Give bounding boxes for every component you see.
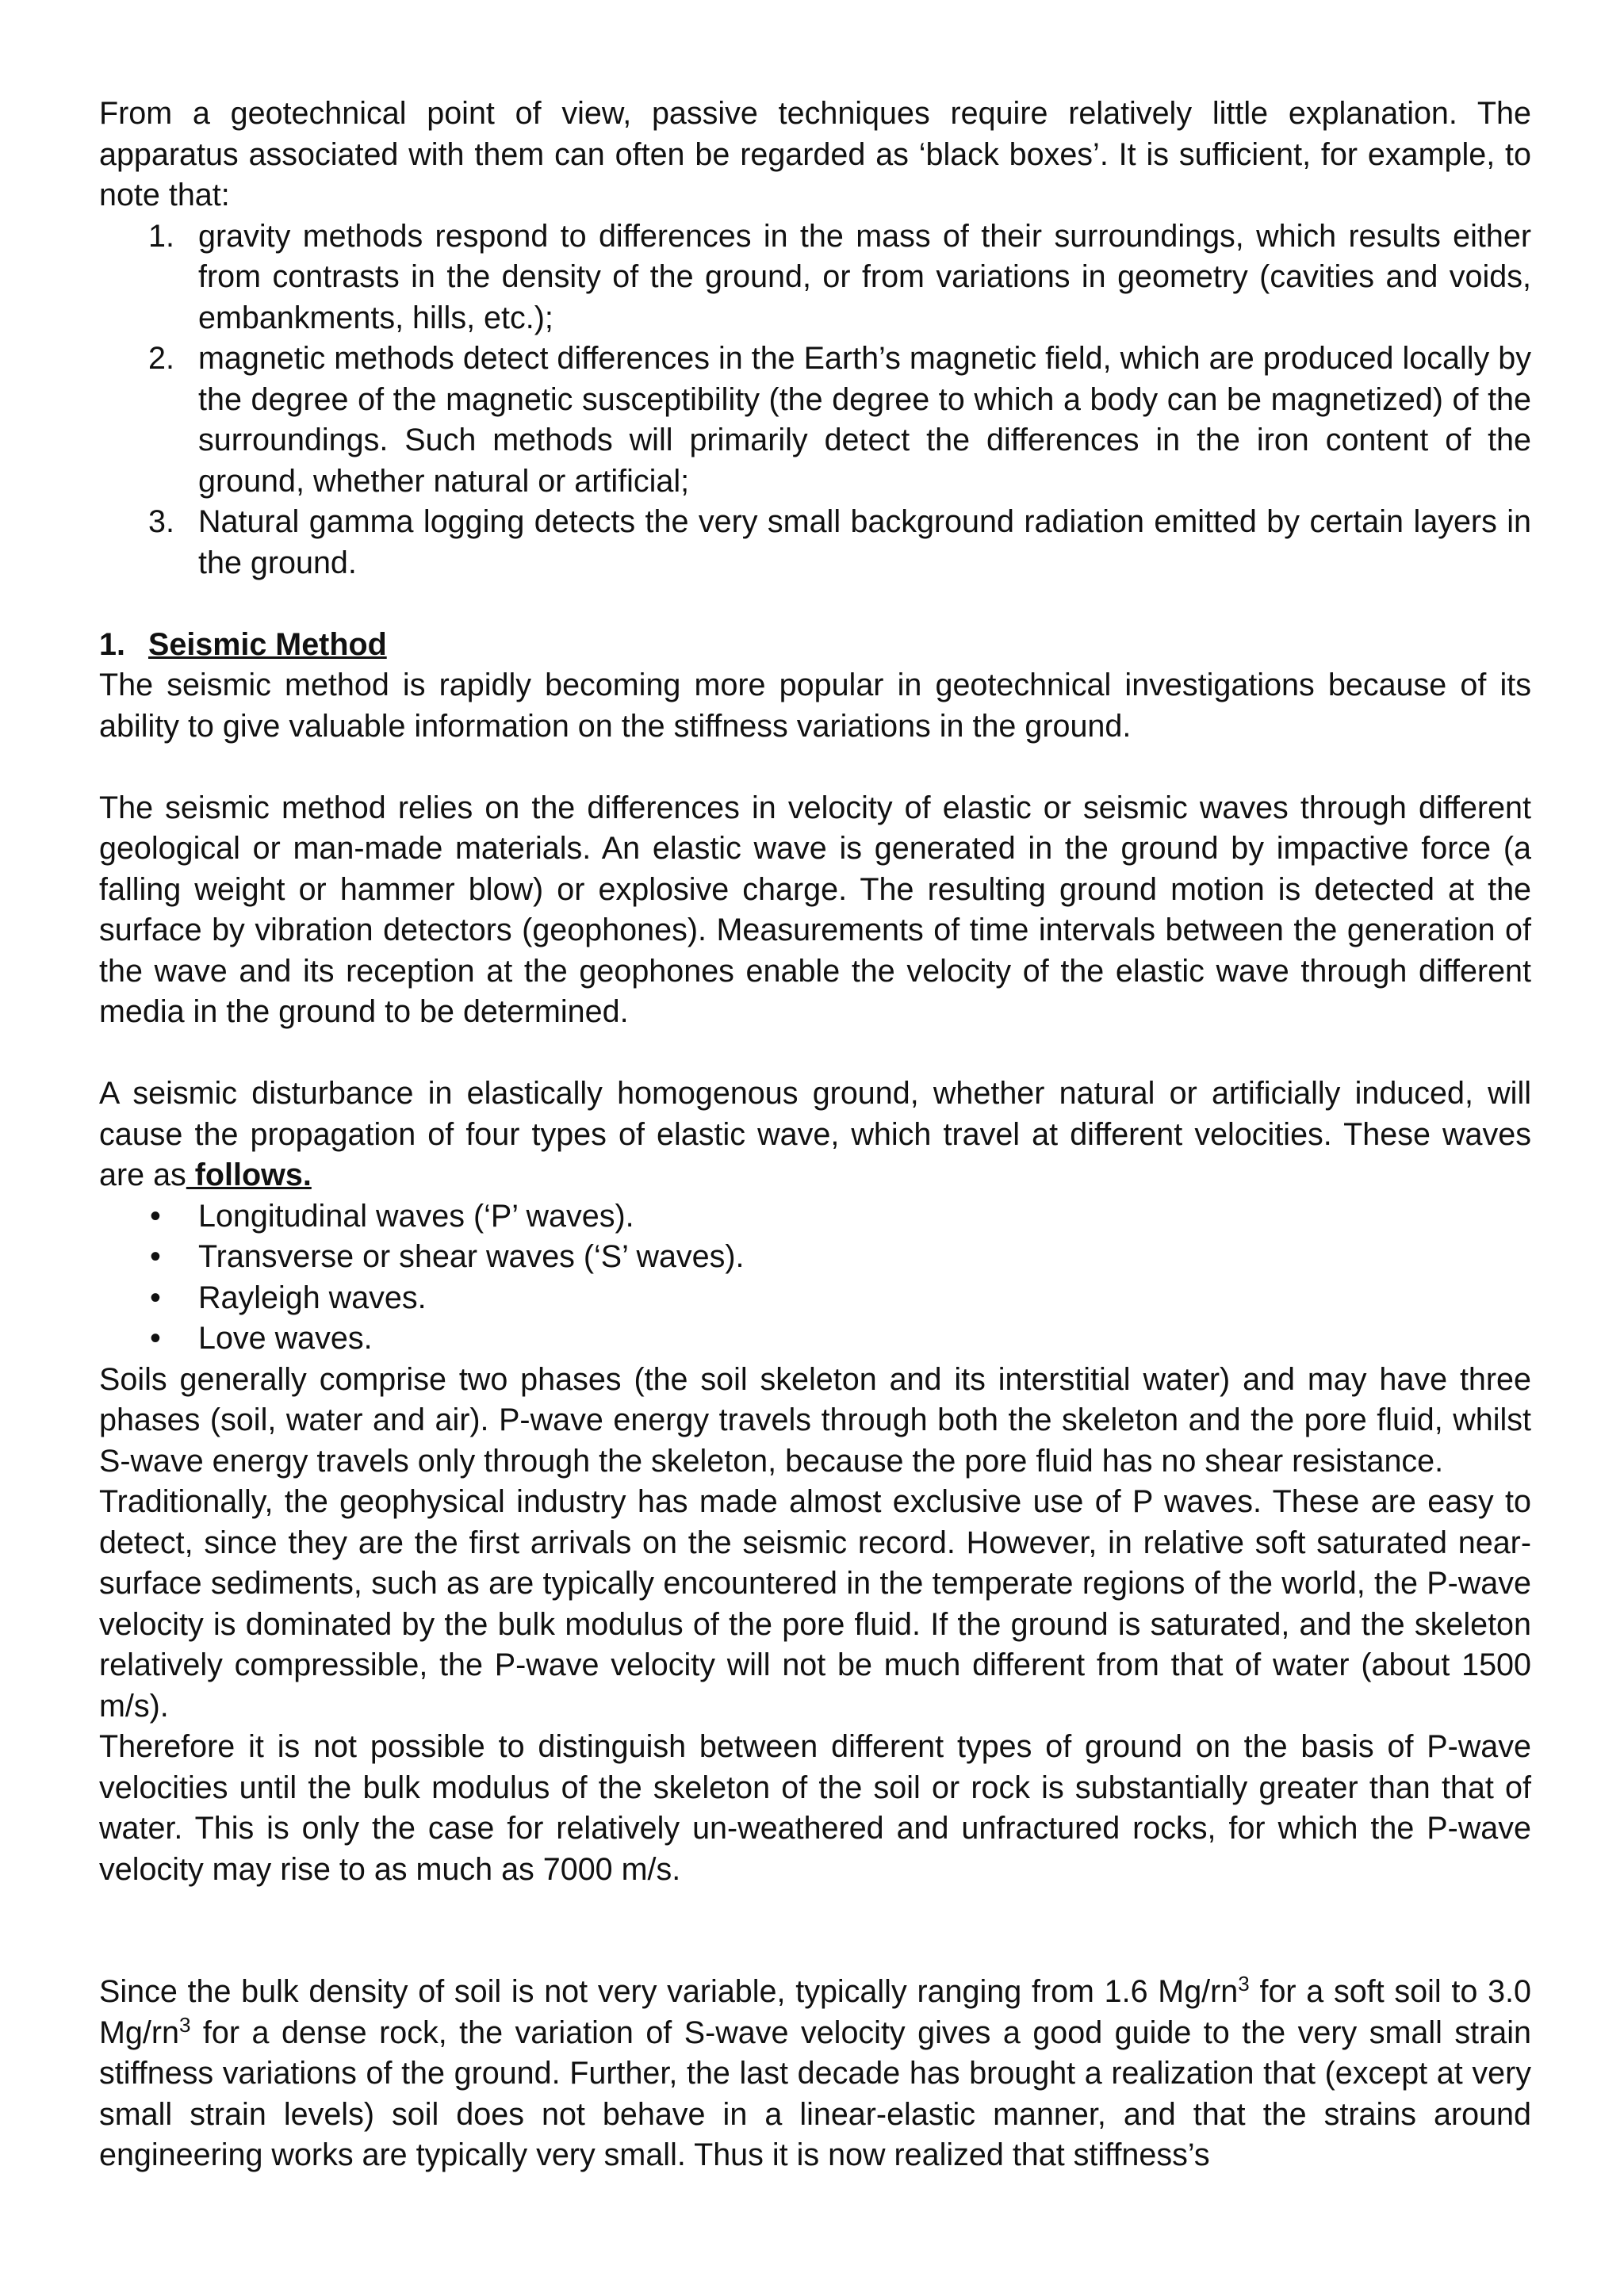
section-title: Seismic Method xyxy=(148,626,387,662)
list-item xyxy=(99,1318,1531,1360)
list-text: Longitudinal waves (‘P’ waves). xyxy=(198,1198,634,1234)
passive-methods-list xyxy=(99,216,1531,584)
list-item xyxy=(99,1278,1531,1319)
emphasis-text: follows. xyxy=(186,1158,312,1192)
list-text: Transverse or shear waves (‘S’ waves). xyxy=(198,1239,745,1274)
paragraph-text: Since the bulk density of soil is not very variable, typically ranging from 1.6 Mg/rn xyxy=(99,1974,1239,2009)
paragraph-text: for a dense rock, the variation of S-wave velocity gives a good guide to the very small strain stiffness variations of the ground. Further, the last decade has brought a realization that (except at very small strain levels) soil does not behave in a linear-elastic manner, and that the strains around engineering works are typically very small. Thus it is now realized that stiffness’s xyxy=(99,2015,1531,2172)
paragraph: Therefore it is not possible to distinguish between different types of ground on the basis of P-wave velocities until the bulk modulus of the skeleton of the soil or rock is substantially greater than that of water. This is only the case for relatively un-weathered and unfractured rocks, for which the P-wave velocity may rise to as much as 7000 m/s. xyxy=(99,1729,1531,1887)
bullet-icon: • xyxy=(150,1280,161,1315)
list-item xyxy=(99,216,1531,339)
paragraph-text: for a soft soil to 3.0 Mg/rn xyxy=(99,1974,1531,2050)
paragraph: Soils generally comprise two phases (the soil skeleton and its interstitial water) and may have three phases (soil, water and air). P-wave energy travels through both the skeleton and the pore fluid, whilst S-wave energy travels only through the skeleton, because the pore fluid has no shear resistance. xyxy=(99,1361,1531,1479)
superscript: 3 xyxy=(178,2012,191,2037)
paragraph: Traditionally, the geophysical industry has made almost exclusive use of P waves. These are easy to detect, since they are the first arrivals on the seismic record. However, in relative soft saturated near-surface sediments, such as are typically encountered in the temperate regions of the world, the P-wave velocity is dominated by the bulk modulus of the pore fluid. If the ground is saturated, and the skeleton relatively compressible, the P-wave velocity will not be much different from that of water (about 1500 m/s). xyxy=(99,1484,1531,1724)
paragraph xyxy=(99,1073,1531,1196)
intro-paragraph: From a geotechnical point of view, passive techniques require relatively little explanation. The apparatus associated with them can often be regarded as ‘black boxes’. It is sufficient, for example, to note that: xyxy=(99,96,1531,212)
list-number: 2. xyxy=(148,341,174,376)
list-text: Natural gamma logging detects the very small background radiation emitted by certain layers in the ground. xyxy=(198,504,1531,580)
bullet-icon: • xyxy=(150,1321,161,1356)
list-item xyxy=(99,1237,1531,1278)
section-heading xyxy=(99,625,1531,666)
paragraph: The seismic method relies on the differences in velocity of elastic or seismic waves through different geological or man-made materials. An elastic wave is generated in the ground by impactive force (a falling weight or hammer blow) or explosive charge. The resulting ground motion is detected at the surface by vibration detectors (geophones). Measurements of time intervals between the generation of the wave and its reception at the geophones enable the velocity of the elastic wave through different media in the ground to be determined. xyxy=(99,790,1531,1029)
wave-types-list xyxy=(99,1196,1531,1360)
list-text: magnetic methods detect differences in the Earth’s magnetic field, which are produced locally by the degree of the magnetic susceptibility (the degree to which a body can be magnetized) of the surroundings. Such methods will primarily detect the differences in the iron content of the ground, whether natural or artificial; xyxy=(198,341,1531,499)
list-text: Rayleigh waves. xyxy=(198,1280,427,1315)
list-item xyxy=(99,502,1531,584)
list-text: gravity methods respond to differences in the mass of their surroundings, which results either from contrasts in the density of the ground, or from variations in geometry (cavities and voids, embankments, hills, etc.); xyxy=(198,218,1531,335)
list-item xyxy=(99,339,1531,502)
paragraph xyxy=(99,1972,1531,2176)
list-item xyxy=(99,1196,1531,1238)
paragraph-text: A seismic disturbance in elastically homogenous ground, whether natural or artificially induced, will cause the propagation of four types of elastic wave, which travel at different velocities. These waves are as xyxy=(99,1076,1531,1192)
bullet-icon: • xyxy=(150,1198,161,1234)
superscript: 3 xyxy=(1238,1972,1250,1996)
list-number: 3. xyxy=(148,504,174,539)
bullet-icon: • xyxy=(150,1239,161,1274)
document-page xyxy=(99,94,1531,2176)
paragraph: The seismic method is rapidly becoming more popular in geotechnical investigations because of its ability to give valuable information on the stiffness variations in the ground. xyxy=(99,668,1531,744)
list-text: Love waves. xyxy=(198,1321,373,1356)
section-number: 1. xyxy=(99,626,125,662)
list-number: 1. xyxy=(148,218,174,254)
